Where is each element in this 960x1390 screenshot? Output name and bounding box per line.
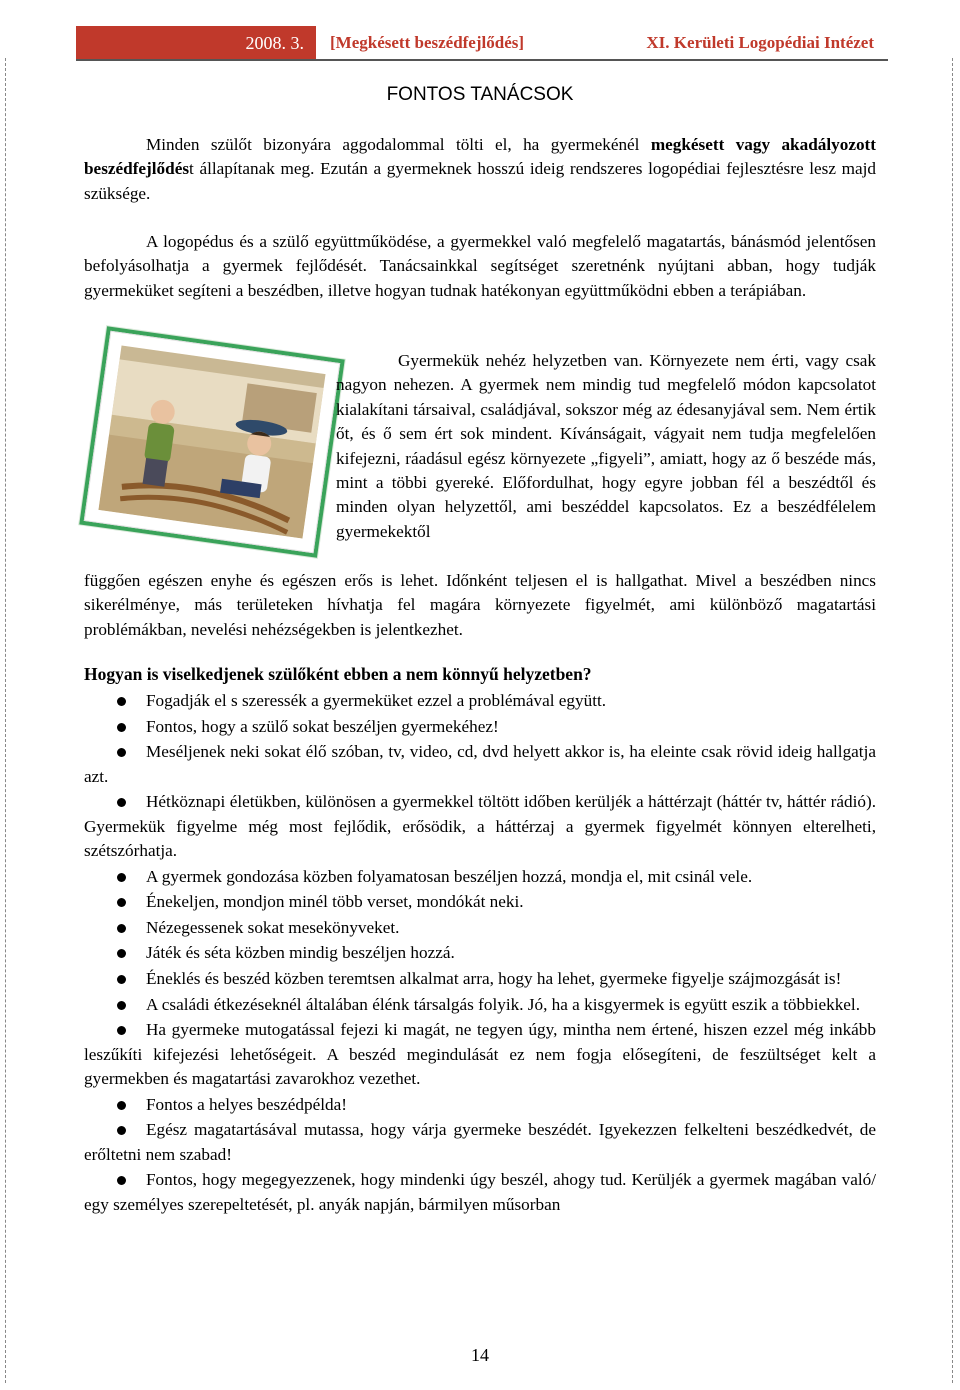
- paragraph-intro-end: t állapítanak meg. Ezután a gyermeknek hosszú ideig rendszeres logopédiai fejlesztésre lesz majd szüksége.: [84, 159, 876, 203]
- list-item: [84, 916, 876, 940]
- section-heading: Hogyan is viselkedjenek szülőként ebben a nem könnyű helyzetben?: [84, 664, 592, 684]
- photo-frame: [84, 331, 340, 553]
- bullet-icon: [117, 975, 126, 984]
- list-item: [84, 865, 876, 889]
- page-number: 14: [471, 1345, 489, 1365]
- header-institute: XI. Kerületi Logopédiai Intézet: [646, 33, 874, 52]
- bullet-icon: [117, 949, 126, 958]
- list-item: [84, 1118, 876, 1167]
- header-divider: [76, 59, 888, 61]
- list-item: [84, 790, 876, 863]
- list-item: [84, 689, 876, 713]
- bullet-icon: [117, 1101, 126, 1110]
- list-item-text: Fogadják el s szeressék a gyermeküket ezzel a problémával együtt.: [146, 691, 607, 710]
- list-item-text: Énekeljen, mondjon minél több verset, mondókát neki.: [146, 892, 524, 912]
- list-item: [84, 740, 876, 789]
- list-item: [84, 967, 876, 991]
- bullet-icon: [117, 924, 126, 933]
- bullet-icon: [117, 798, 126, 807]
- list-item-text: Meséljenek neki sokat élő szóban, tv, video, cd, dvd helyett akkor is, ha eleinte csak rövid ideig hallgatja azt.: [84, 742, 876, 786]
- list-item-text: Fontos a helyes beszédpélda!: [146, 1094, 347, 1114]
- bullet-icon: [117, 873, 126, 882]
- list-item: [84, 1018, 876, 1091]
- children-photo: [98, 345, 325, 538]
- list-item: [84, 1093, 876, 1117]
- document-title: FONTOS TANÁCSOK: [386, 84, 574, 105]
- list-item-text: A gyermek gondozása közben folyamatosan beszéljen hozzá, mondja el, mit csinál vele.: [146, 866, 753, 886]
- list-item: [84, 993, 876, 1017]
- header-topic: [Megkésett beszédfejlődés]: [330, 33, 525, 52]
- list-item-text: Fontos, hogy a szülő sokat beszéljen gyermekéhez!: [146, 716, 499, 736]
- list-item-text: Ha gyermeke mutogatással fejezi ki magát, ne tegyen úgy, mintha nem értené, hiszen ezzel még inkább leszűkíti kifejezési lehetőségeit. A beszéd megindulását ez nem fogja elősegíteni, de feszültséget kelt a gyermekben és magatartási zavarokhoz vezethet.: [84, 1020, 876, 1088]
- bullet-icon: [117, 723, 126, 732]
- list-item: [84, 890, 876, 914]
- paragraph-intro: [84, 133, 876, 206]
- list-item: [84, 715, 876, 739]
- page-header: [76, 26, 888, 60]
- advice-list: [84, 689, 876, 1218]
- list-item-text: Egész magatartásával mutassa, hogy várja gyermeke beszédét. Igyekezzen felkelteni beszédkedvét, de erőltetni nem szabad!: [84, 1120, 876, 1164]
- paragraph-difficult-situation: Gyermekük nehéz helyzetben van. Környezete nem érti, vagy csak nagyon nehezen. A gyermek nem mindig tud megfelelő módon kapcsolatot kialakítani társaival, családjával, sokszor még az édesanyjával sem. Nem értik őt, és ő sem ért sok mindent. Kívánságait, vágyait nem tudja megfelelően kifejezni, ráadásul egész környezete „figyeli”, amiatt, hogy az ő beszéde más, mint a többi gyereké. Előfordulhat, hogy egyre jobban fél a beszédtől és minden olyan helyzettől, ami beszéddel kapcsolatos. Ez a beszédfélelem gyermekektől: [336, 351, 876, 541]
- list-item: [84, 941, 876, 965]
- paragraph-intro-emphasis: megkésett vagy akadályozott beszédfejlődés: [84, 135, 876, 179]
- header-year: 2008. 3.: [76, 26, 316, 60]
- list-item-text: A családi étkezéseknél általában élénk társalgás folyik. Jó, ha a kisgyermek is együtt eszik a többiekkel.: [146, 994, 860, 1014]
- children-playing-illustration: [98, 345, 325, 538]
- list-item-text: Játék és séta közben mindig beszéljen hozzá.: [146, 943, 455, 963]
- bullet-icon: [117, 898, 126, 907]
- paragraph-intro-start: Minden szülőt bizonyára aggodalommal tölti el, ha gyermekénél: [146, 135, 651, 154]
- bullet-icon: [117, 697, 126, 706]
- bullet-icon: [117, 1126, 126, 1135]
- list-item-text: Fontos, hogy megegyezzenek, hogy mindenki úgy beszél, ahogy tud. Kerüljék a gyermek magában való/ egy személyes szerepeltetését, pl. anyák napján, bármilyen műsorban: [84, 1170, 876, 1214]
- bullet-icon: [117, 1026, 126, 1035]
- bullet-icon: [117, 1001, 126, 1010]
- list-item: [84, 1168, 876, 1217]
- list-item-text: Hétköznapi életükben, különösen a gyermekkel töltött időben kerüljék a háttérzajt (háttér tv, háttér rádió). Gyermekük figyelme még most fejlődik, erősödik, a háttérzaj a gyermek figyelmét könnyen elterelheti, szétszórhatja.: [84, 792, 876, 860]
- bullet-icon: [117, 748, 126, 757]
- list-item-text: Éneklés és beszéd közben teremtsen alkalmat arra, hogy ha lehet, gyermeke figyelje szájmozgását is!: [146, 968, 842, 988]
- paragraph-cooperation: A logopédus és a szülő együttműködése, a gyermekkel való megfelelő magatartás, bánásmód jelentősen befolyásolhatja a gyermek fejlődését. Tanácsainkkal segítséget szeretnénk nyújtani abban, hogy tudják gyermeküket segíteni a beszédben, illetve hogyan tudnak hatékonyan együttműködni ebben a terápiában.: [84, 232, 876, 300]
- bullet-icon: [117, 1176, 126, 1185]
- list-item-text: Nézegessenek sokat mesekönyveket.: [146, 917, 400, 937]
- paragraph-difficult-situation-cont: függően egészen enyhe és egészen erős is lehet. Időnként teljesen el is hallgathat. Mivel a beszédben nincs sikerélménye, más területeken hívhatja fel magára környezete figyelmét, ami különböző magatartási problémákban, nevelési nehézségekben is jelentkezhet.: [84, 571, 876, 639]
